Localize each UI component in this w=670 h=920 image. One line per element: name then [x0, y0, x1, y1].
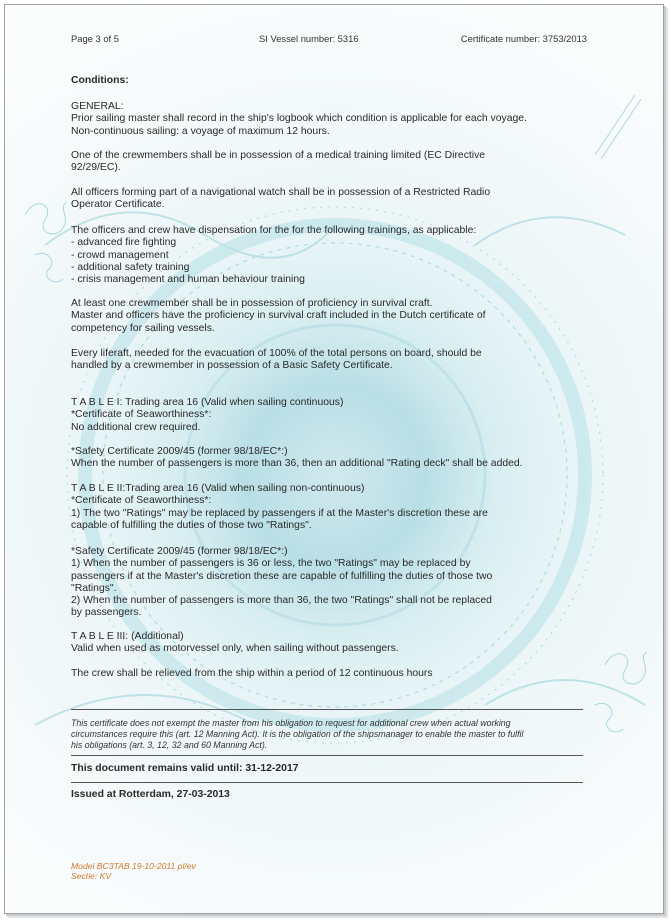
model-info: [71, 861, 196, 881]
conditions-title: Conditions:: [71, 75, 129, 86]
divider: [71, 755, 583, 756]
text-line: *Certificate of Seaworthiness*:: [71, 495, 212, 507]
list-item: - advanced fire fighting: [71, 237, 177, 249]
text-line: passengers if at the Master's discretion these are capable of fulfilling the duties of those two: [71, 570, 493, 582]
general-section: [71, 101, 591, 138]
note-line: circumstances require this (art. 12 Manning Act). It is the obligation of the shipsmanager to enable the master to fulfil: [71, 728, 524, 739]
list-item: - crisis management and human behaviour training: [71, 274, 305, 286]
note-line: his obligations (art. 3, 12, 32 and 60 Manning Act).: [71, 739, 268, 750]
text-line: handled by a crewmember in possession of a Basic Safety Certificate.: [71, 360, 393, 372]
valid-until: This document remains valid until: 31-12-2017: [71, 763, 299, 774]
text-line: Master and officers have the proficiency in survival craft included in the Dutch certificate of: [71, 310, 486, 322]
radio-paragraph: [71, 187, 591, 212]
text-line: All officers forming part of a navigational watch shall be in possession of a Restricted Radio: [71, 187, 491, 198]
certificate-page: [4, 4, 664, 914]
text-line: 2) When the number of passengers is more than 36, the two "Ratings" shall not be replaced: [71, 595, 492, 607]
text-line: Operator Certificate.: [71, 199, 165, 211]
table-3-section: [71, 631, 591, 656]
page-number: Page 3 of 5: [71, 33, 119, 44]
table-2-safety: [71, 546, 591, 620]
table-2-section: [71, 483, 591, 532]
text-line: competency for sailing vessels.: [71, 322, 215, 334]
divider: [71, 709, 583, 710]
text-line: by passengers.: [71, 607, 142, 619]
table-1-safety: [71, 446, 591, 471]
crew-relief-text: The crew shall be relieved from the ship within a period of 12 continuous hours: [71, 668, 433, 679]
text-line: *Safety Certificate 2009/45 (former 98/18/EC*:): [71, 546, 288, 557]
medical-paragraph: [71, 150, 591, 175]
manning-act-note: [71, 718, 591, 750]
text-line: Valid when used as motorvessel only, when sailing without passengers.: [71, 643, 399, 655]
model-code: Model BC3TAB 19-10-2011 pl/ev: [71, 861, 196, 871]
text-line: Prior sailing master shall record in the ship's logbook which condition is applicable for each voyage.: [71, 113, 527, 125]
list-item: - crowd management: [71, 249, 169, 261]
note-line: This certificate does not exempt the master from his obligation to request for additional crew when actual working: [71, 718, 511, 728]
text-line: No additional crew required.: [71, 421, 201, 433]
text-line: 1) When the number of passengers is 36 or less, the two "Ratings" may be replaced by: [71, 558, 471, 570]
text-line: Non-continuous sailing: a voyage of maximum 12 hours.: [71, 125, 330, 137]
divider: [71, 782, 583, 783]
vessel-number: SI Vessel number: 5316: [259, 33, 359, 44]
issued-at: Issued at Rotterdam, 27-03-2013: [71, 789, 230, 800]
certificate-number: Certificate number: 3753/2013: [460, 33, 587, 44]
table-2-heading: T A B L E II:Trading area 16 (Valid when sailing non-continuous): [71, 483, 365, 494]
text-line: 1) The two "Ratings" may be replaced by passengers if at the Master's discretion these are: [71, 507, 488, 519]
section-code: Sectie: KV: [71, 871, 112, 881]
page-header: [71, 33, 587, 47]
certificate-content: [5, 5, 663, 913]
general-heading: GENERAL:: [71, 101, 124, 112]
dispensation-section: [71, 225, 591, 286]
text-line: capable of fulfilling the duties of those two "Ratings".: [71, 519, 312, 531]
text-line: *Certificate of Seaworthiness*:: [71, 409, 212, 421]
text-line: When the number of passengers is more than 36, then an additional "Rating deck" shall be added.: [71, 458, 523, 470]
text-line: One of the crewmembers shall be in possession of a medical training limited (EC Directive: [71, 150, 486, 161]
table-1-heading: T A B L E I: Trading area 16 (Valid when sailing continuous): [71, 397, 344, 408]
text-line: Every liferaft, needed for the evacuation of 100% of the total persons on board, should be: [71, 348, 482, 359]
table-1-section: [71, 397, 591, 434]
text-line: *Safety Certificate 2009/45 (former 98/18/EC*:): [71, 446, 288, 457]
text-line: At least one crewmember shall be in possession of proficiency in survival craft.: [71, 298, 433, 309]
text-line: 92/29/EC).: [71, 162, 121, 174]
list-item: - additional safety training: [71, 261, 190, 273]
dispensation-intro: The officers and crew have dispensation for the for the following trainings, as applicable:: [71, 225, 477, 236]
text-line: "Ratings".: [71, 582, 117, 594]
liferaft-paragraph: [71, 348, 591, 373]
survival-paragraph: [71, 298, 591, 335]
table-3-heading: T A B L E III: (Additional): [71, 631, 184, 642]
